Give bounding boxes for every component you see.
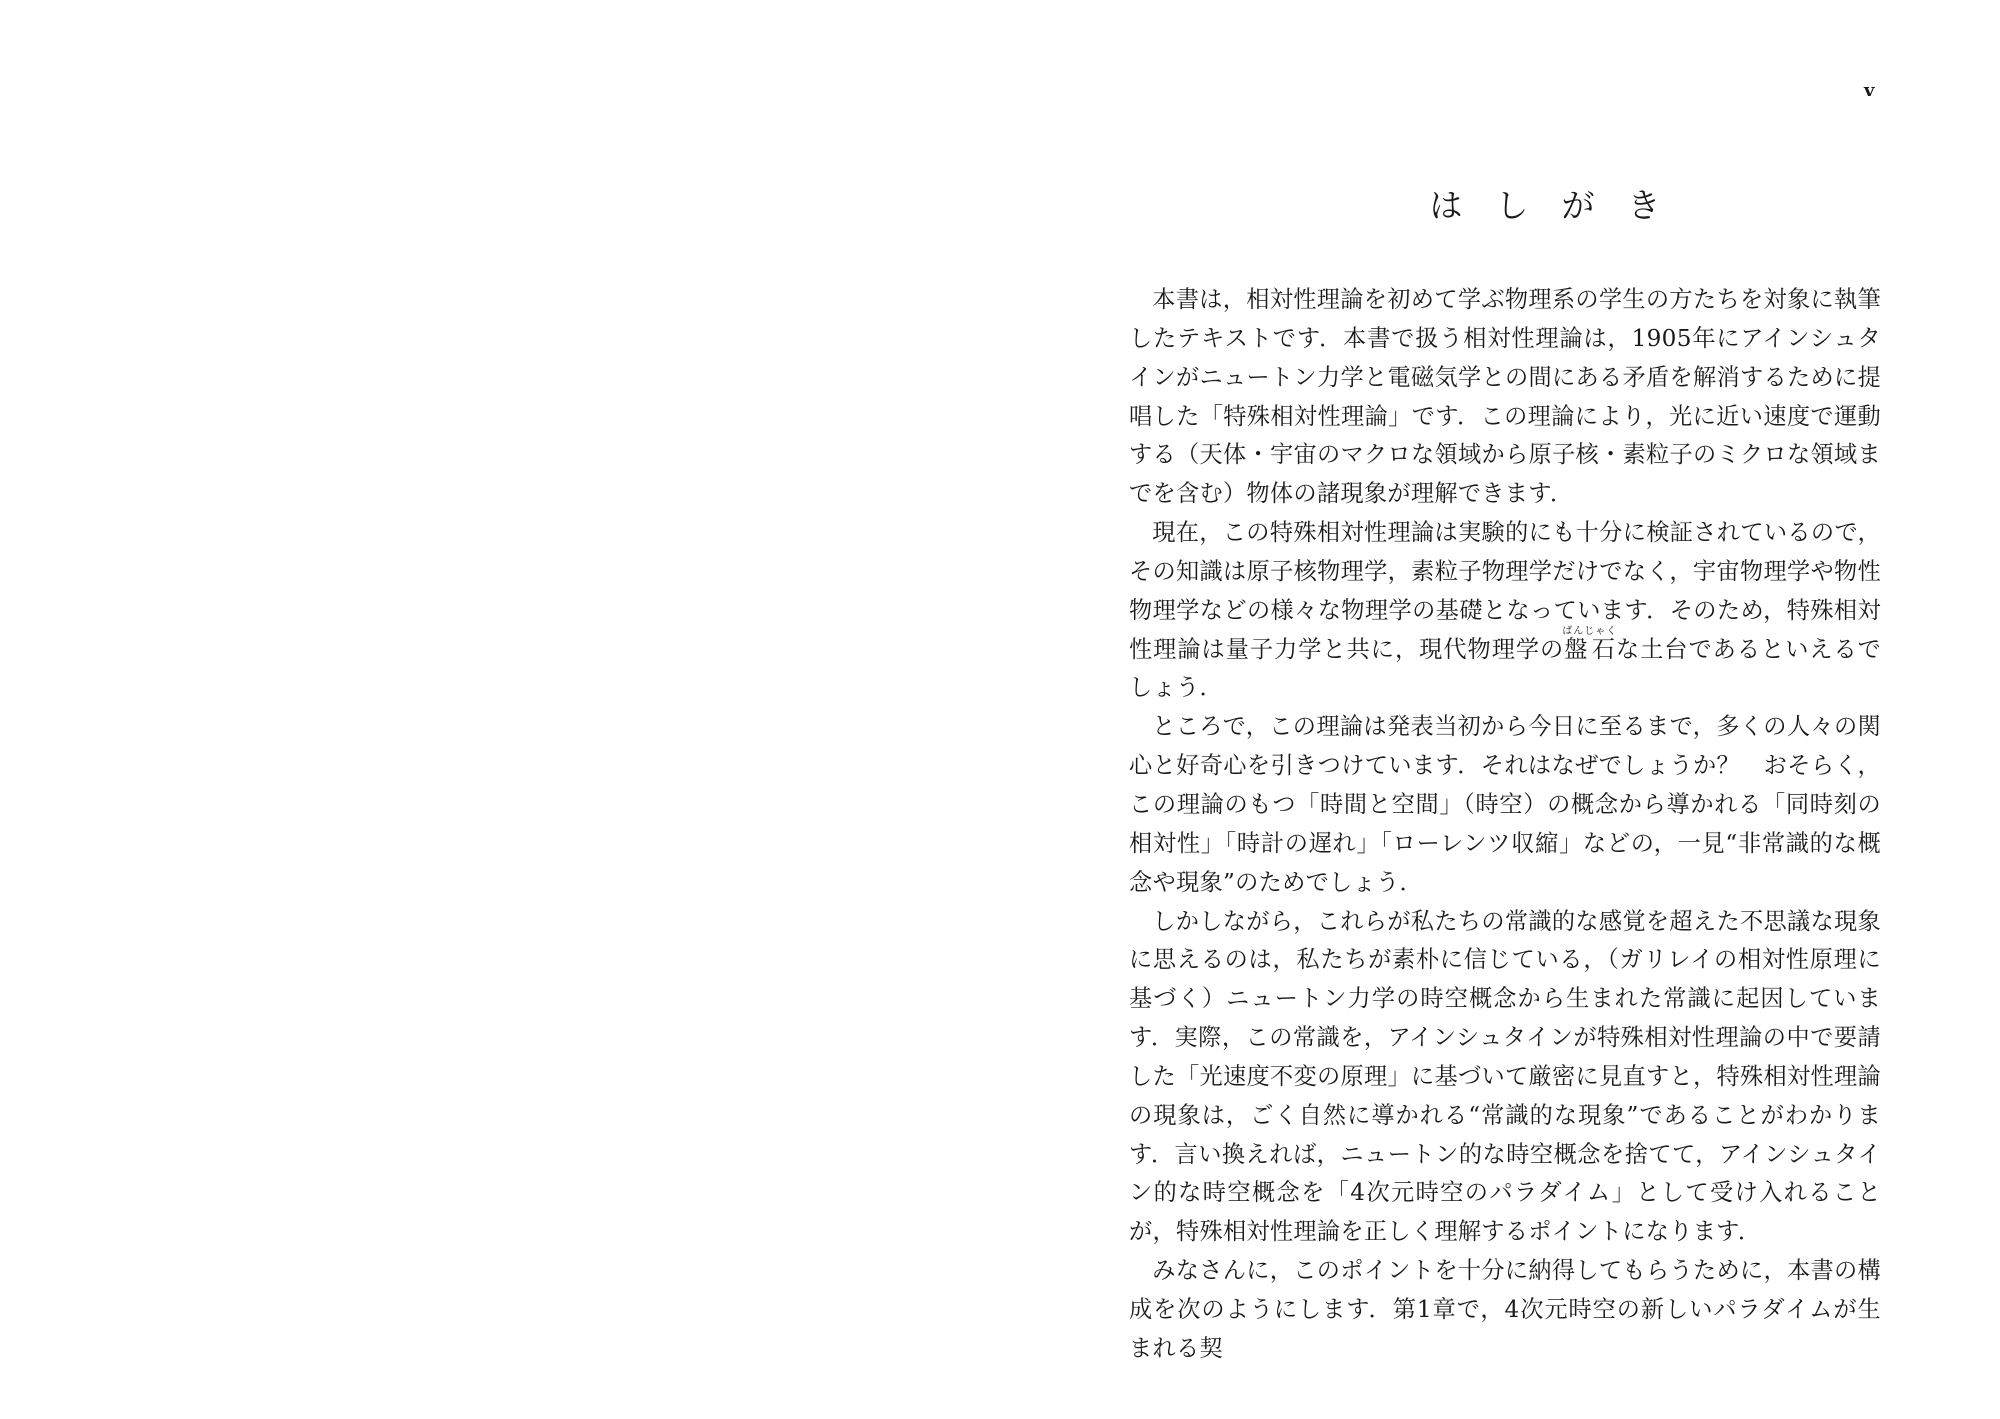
preface-body	[1129, 281, 1881, 1369]
page-number: v	[1864, 80, 1875, 101]
paragraph-1-text: 本書は，相対性理論を初めて学ぶ物理系の学生の方たちを対象に執筆したテキストです．本書で扱う相対性理論は，1905年にアインシュタインがニュートン力学と電磁気学との間にある矛盾を解消するために提唱した「特殊相対性理論」です．この理論により，光に近い速度で運動する（天体・宇宙のマクロな領域から原子核・素粒子のミクロな領域までを含む）物体の諸現象が理解できます．	[1129, 286, 1881, 508]
paragraph-5-text: みなさんに，このポイントを十分に納得してもらうために，本書の構成を次のようにします．第1章で，4次元時空の新しいパラダイムが生まれる契	[1129, 1257, 1881, 1362]
paragraph-2	[1129, 514, 1881, 708]
paragraph-2-text-before: 現在，この特殊相対性理論は実験的にも十分に検証されているので，その知識は原子核物理学，素粒子物理学だけでなく，宇宙物理学や物性物理学などの様々な物理学の基礎となっています．そのため，特殊相対性理論は量子力学と共に，現代物理学の	[1129, 519, 1881, 663]
ruby-banjaku	[1562, 625, 1618, 663]
paragraph-3-text: ところで，この理論は発表当初から今日に至るまで，多くの人々の関心と好奇心を引きつけています．それはなぜでしょうか？ おそらく，この理論のもつ「時間と空間」（時空）の概念から導かれる「同時刻の相対性」「時計の遅れ」「ローレンツ収縮」などの，一見“非常識的な概念や現象”のためでしょう．	[1129, 713, 1881, 896]
paragraph-5	[1129, 1252, 1881, 1369]
paragraph-1	[1129, 281, 1881, 514]
ruby-base: 盤石	[1562, 635, 1618, 663]
paragraph-2-text-after: な土台であるといえるでしょう．	[1129, 635, 1881, 702]
ruby-reading: ばんじゃく	[1562, 625, 1618, 637]
page-title: は し が き	[1429, 186, 1661, 225]
paragraph-4-text: しかしながら，これらが私たちの常識的な感覚を超えた不思議な現象に思えるのは，私たちが素朴に信じている，（ガリレイの相対性原理に基づく）ニュートン力学の時空概念から生まれた常識に起因しています．実際，この常識を，アインシュタインが特殊相対性理論の中で要請した「光速度不変の原理」に基づいて厳密に見直すと，特殊相対性理論の現象は，ごく自然に導かれる“常識的な現象”であることがわかります．言い換えれば，ニュートン的な時空概念を捨てて，アインシュタイン的な時空概念を「4次元時空のパラダイム」として受け入れることが，特殊相対性理論を正しく理解するポイントになります．	[1129, 907, 1881, 1246]
paragraph-3	[1129, 708, 1881, 902]
paragraph-4	[1129, 903, 1881, 1253]
